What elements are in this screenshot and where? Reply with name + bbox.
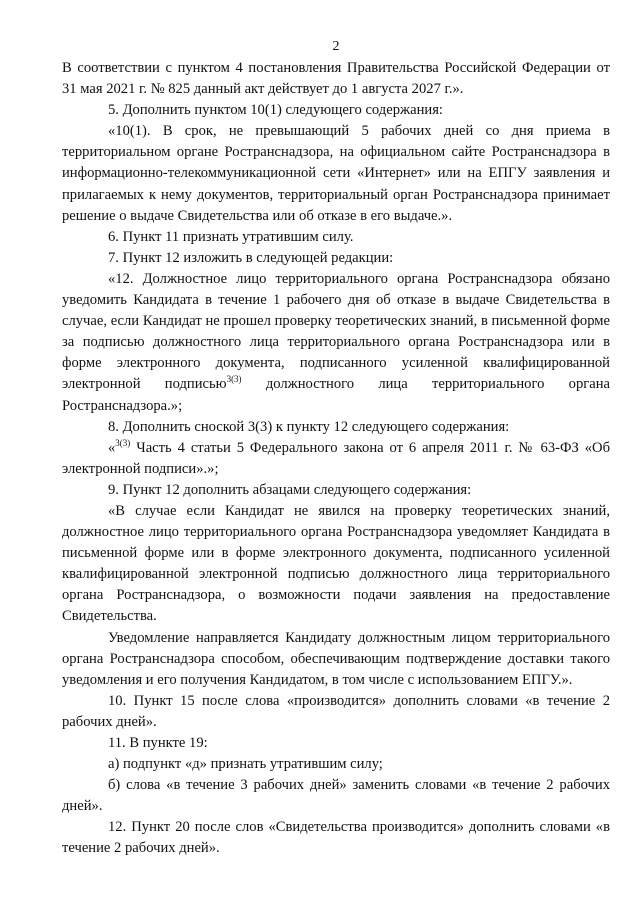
paragraph-item-5: 5. Дополнить пунктом 10(1) следующего содержания: <box>108 102 443 119</box>
paragraph-notification: Уведомление направляется Кандидату должностным лицом территориального органа Ространснадзора способом, обеспечивающим подтверждение доставки такого уведомления и его получения Кандидатом, в том числе с использованием ЕПГУ.». <box>62 629 610 688</box>
paragraph-validity-note: В соответствии с пунктом 4 постановления Правительства Российской Федерации от 31 мая 2021 г. № 825 данный акт действует до 1 августа 2027 г.». <box>62 60 610 98</box>
paragraph-item-7: 7. Пункт 12 изложить в следующей редакции: <box>108 249 394 266</box>
clause-12-text-end: должностного лица территориального органа Ространснадзора.»; <box>62 376 610 414</box>
paragraph-clause-10-1: «10(1). В срок, не превышающий 5 рабочих дней со дня приема в территориальном органе Ространснадзора, на официальном сайте Ространснадзора в информационно-телекоммуникационной сети «Интернет» или на ЕПГУ заявления и прилагаемых к нему документов, территориальный орган Ространснадзора принимает решение о выдаче Свидетельства или об отказе в его выдаче.». <box>62 123 610 224</box>
footnote-ref-3-3: 3(3) <box>226 374 242 385</box>
footnote-mark-3-3: 3(3) <box>115 437 131 448</box>
clause-12-text: «12. Должностное лицо территориального органа Ространснадзора обязано уведомить Кандидата в течение 1 рабочего дня об отказе в выдаче Свидетельства в случае, если Кандидат не прошел проверку теоретических знаний, в письменной форме за подписью должностного лица территориального органа Ространснадзора или в форме электронного документа, подписанного усиленной квалифицированной электронной подписью <box>62 270 610 393</box>
paragraph-item-12: 12. Пункт 20 после слов «Свидетельства производится» дополнить словами «в течение 2 рабочих дней». <box>62 819 610 857</box>
paragraph-item-11: 11. В пункте 19: <box>108 735 208 751</box>
paragraph-footnote-3-3 <box>62 438 610 480</box>
paragraph-item-6: 6. Пункт 11 признать утратившим силу. <box>108 228 354 245</box>
footnote-open-quote: « <box>108 439 116 456</box>
paragraph-item-10: 10. Пункт 15 после слова «производится» дополнить словами «в течение 2 рабочих дней». <box>62 692 610 730</box>
paragraph-absent-candidate: «В случае если Кандидат не явился на проверку теоретических знаний, должностное лицо территориального органа Ространснадзора уведомляет Кандидата в письменной форме или в форме электронного документа, подписанного усиленной квалифицированной электронной подписью должностного лица территориального органа Ространснадзора, о возможности подачи заявления на предоставление Свидетельства. <box>62 502 610 625</box>
footnote-text: Часть 4 статьи 5 Федерального закона от 6 апреля 2011 г. № 63-ФЗ «Об электронной подписи».»; <box>62 439 610 477</box>
paragraph-item-9: 9. Пункт 12 дополнить абзацами следующего содержания: <box>108 481 472 498</box>
page-number: 2 <box>332 39 340 54</box>
paragraph-item-8: 8. Дополнить сноской 3(3) к пункту 12 следующего содержания: <box>108 418 510 435</box>
paragraph-clause-12 <box>62 269 610 417</box>
paragraph-subitem-a: а) подпункт «д» признать утратившим силу; <box>108 756 383 773</box>
paragraph-subitem-b: б) слова «в течение 3 рабочих дней» заменить словами «в течение 2 рабочих дней». <box>62 777 610 815</box>
